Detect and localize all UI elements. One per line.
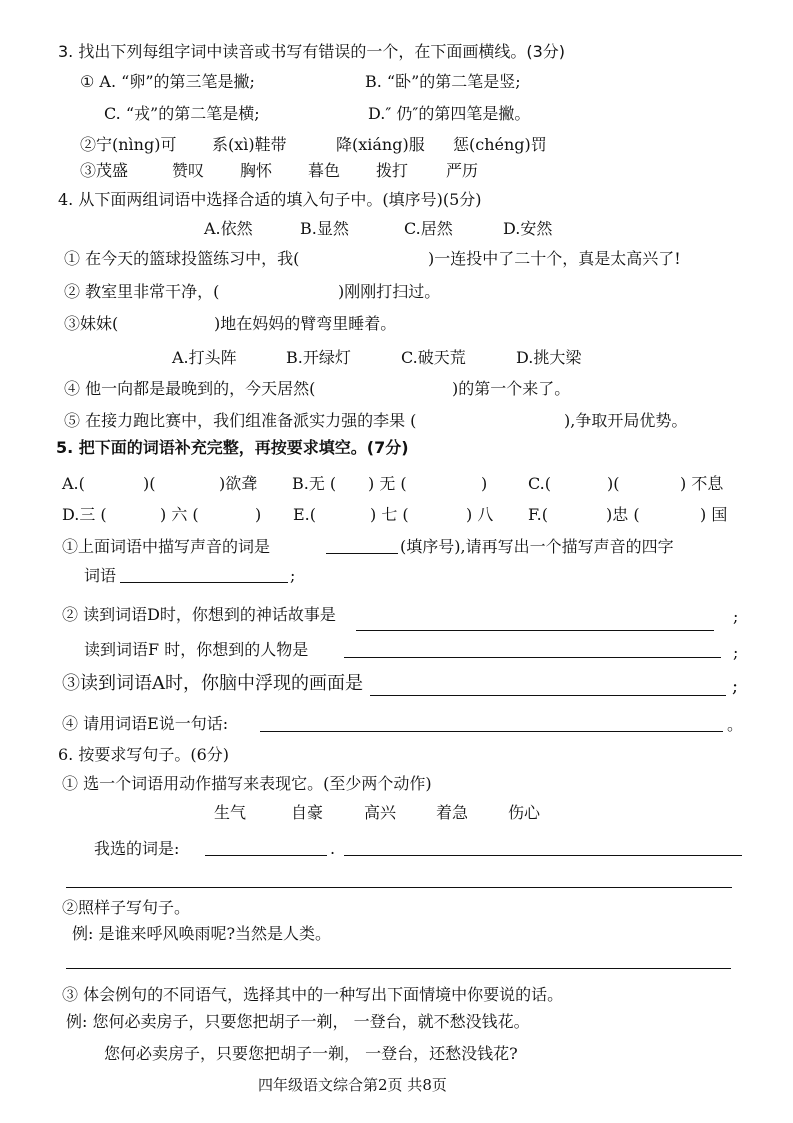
q5-term-c-3: ) 不息 xyxy=(680,474,724,493)
q6-chosen-dot: . xyxy=(330,839,336,858)
q3-pinyin-2: 系(xì)鞋带 xyxy=(212,135,287,154)
q5-term-d-1: D.三 ( xyxy=(62,505,107,524)
q5-item-3-semicolon: ; xyxy=(732,676,739,697)
q3-word-5: 拨打 xyxy=(376,161,409,180)
q6-word-3: 高兴 xyxy=(364,803,397,822)
q5-item-1-mid: (填序号),请再写出一个描写声音的四字 xyxy=(400,537,674,556)
q3-pinyin-1: ②宁(nìng)可 xyxy=(80,135,177,154)
q6-description-blank-2[interactable] xyxy=(66,887,732,888)
q4-title: 4. 从下面两组词语中选择合适的填入句子中。(填序号)(5分) xyxy=(58,190,482,209)
q5-item-1-blank[interactable] xyxy=(326,553,398,554)
q4-opt1-d: D.安然 xyxy=(503,219,553,238)
q3-pinyin-4: 惩(chéng)罚 xyxy=(453,135,547,154)
q5-item-2-person-blank[interactable] xyxy=(344,657,721,658)
q6-word-5: 伤心 xyxy=(508,803,541,822)
q6-example-2: 例: 是谁来呼风唤雨呢?当然是人类。 xyxy=(72,924,332,943)
q4-sentence-3-end: )地在妈妈的臂弯里睡着。 xyxy=(214,314,397,333)
q5-term-b-1: B.无 ( xyxy=(292,474,337,493)
q6-part-1: ① 选一个词语用动作描写来表现它。(至少两个动作) xyxy=(62,774,432,793)
q5-item-2-person: 读到词语F 时，你想到的人物是 xyxy=(84,640,309,659)
q3-option-a: ① A. “卵”的第三笔是撇; xyxy=(80,72,255,91)
q5-term-f-1: F.( xyxy=(528,505,548,524)
q4-opt2-c: C.破天荒 xyxy=(401,348,466,367)
q4-sentence-4-start: ④ 他一向都是最晚到的，今天居然( xyxy=(64,379,316,398)
q6-title: 6. 按要求写句子。(6分) xyxy=(58,745,230,764)
q3-word-4: 暮色 xyxy=(308,161,341,180)
q5-term-b-3: ) xyxy=(481,474,488,493)
q5-item-1-label: 词语 xyxy=(84,566,117,585)
q5-term-d-2: ) 六 ( xyxy=(160,505,199,524)
q4-sentence-1-end: )一连投中了二十个，真是太高兴了! xyxy=(428,249,681,268)
q4-sentence-5-start: ⑤ 在接力跑比赛中，我们组准备派实力强的李果 ( xyxy=(64,411,417,430)
q5-item-3: ③读到词语A时，你脑中浮现的画面是 xyxy=(62,673,363,694)
q4-opt1-b: B.显然 xyxy=(300,219,349,238)
q6-word-1: 生气 xyxy=(214,803,247,822)
q5-term-c-1: C.( xyxy=(528,474,551,493)
q6-word-2: 自豪 xyxy=(291,803,324,822)
q6-word-4: 着急 xyxy=(436,803,469,822)
q5-item-1-start: ①上面词语中描写声音的词是 xyxy=(62,537,271,556)
q5-item-2-semicolon: ; xyxy=(733,607,739,626)
q3-option-b: B. “卧”的第二笔是竖; xyxy=(365,72,521,91)
q5-term-a-3: )欲聋 xyxy=(219,474,258,493)
q5-term-a-1: A.( xyxy=(62,474,85,493)
q6-part-2-blank[interactable] xyxy=(66,968,731,969)
q4-sentence-1-start: ① 在今天的篮球投篮练习中，我( xyxy=(64,249,300,268)
q4-sentence-4-end: )的第一个来了。 xyxy=(452,379,571,398)
q5-term-e-3: ) 八 xyxy=(466,505,494,524)
q5-item-1-word-blank[interactable] xyxy=(120,582,288,583)
q6-part-2: ②照样子写句子。 xyxy=(62,898,191,917)
q3-word-2: 赞叹 xyxy=(172,161,205,180)
q4-sentence-5-end: ),争取开局优势。 xyxy=(564,411,688,430)
q3-word-6: 严历 xyxy=(446,161,479,180)
q6-example-3b: 您何必卖房子，只要您把胡子一剃， 一登台，还愁没钱花? xyxy=(104,1044,518,1063)
q5-term-c-2: )( xyxy=(607,474,620,493)
q3-pinyin-3: 降(xiáng)服 xyxy=(336,135,425,154)
q5-item-3-blank[interactable] xyxy=(370,695,726,696)
q3-title: 3. 找出下列每组字词中读音或书写有错误的一个，在下面画横线。(3分) xyxy=(58,42,566,61)
q5-term-e-1: E.( xyxy=(293,505,317,524)
q4-opt2-b: B.开绿灯 xyxy=(286,348,351,367)
q5-item-4-blank[interactable] xyxy=(260,731,723,732)
q5-term-d-3: ) xyxy=(255,505,262,524)
q5-term-e-2: ) 七 ( xyxy=(370,505,409,524)
q5-item-4: ④ 请用词语E说一句话: xyxy=(62,714,229,733)
q5-title: 5. 把下面的词语补充完整，再按要求填空。(7分) xyxy=(56,438,409,457)
q5-item-2-story-blank[interactable] xyxy=(356,630,714,631)
q4-sentence-2-start: ② 教室里非常干净，( xyxy=(64,282,220,301)
q5-item-2-semicolon-2: ; xyxy=(733,643,739,662)
q5-term-b-2: ) 无 ( xyxy=(368,474,407,493)
q4-opt2-d: D.挑大梁 xyxy=(516,348,582,367)
q4-sentence-2-end: )刚刚打扫过。 xyxy=(338,282,441,301)
q5-term-f-3: ) 国 xyxy=(700,505,728,524)
q5-term-f-2: )忠 ( xyxy=(606,505,640,524)
q3-word-3: 胸怀 xyxy=(240,161,273,180)
q6-chosen-label: 我选的词是: xyxy=(94,839,180,858)
q5-item-2-story: ② 读到词语D时，你想到的神话故事是 xyxy=(62,605,336,624)
q5-term-a-2: )( xyxy=(143,474,156,493)
q4-opt1-c: C.居然 xyxy=(404,219,453,238)
q5-item-1-end: ; xyxy=(290,566,296,585)
q6-chosen-blank[interactable] xyxy=(205,855,327,856)
page-footer: 四年级语文综合第2页 共8页 xyxy=(258,1076,447,1094)
q4-opt1-a: A.依然 xyxy=(204,219,253,238)
q3-option-d: D.″ 仍″的第四笔是撇。 xyxy=(368,104,531,123)
q4-opt2-a: A.打头阵 xyxy=(172,348,237,367)
q6-example-3a: 例: 您何必卖房子，只要您把胡子一剃， 一登台，就不愁没钱花。 xyxy=(66,1012,530,1031)
q6-description-blank-1[interactable] xyxy=(344,855,742,856)
q4-sentence-3-start: ③妹妹( xyxy=(64,314,119,333)
q3-option-c: C. “戎”的第二笔是横; xyxy=(104,104,260,123)
q5-item-4-period: 。 xyxy=(727,715,744,734)
q3-word-1: ③茂盛 xyxy=(80,161,129,180)
q6-part-3: ③ 体会例句的不同语气，选择其中的一种写出下面情境中你要说的话。 xyxy=(62,985,564,1004)
